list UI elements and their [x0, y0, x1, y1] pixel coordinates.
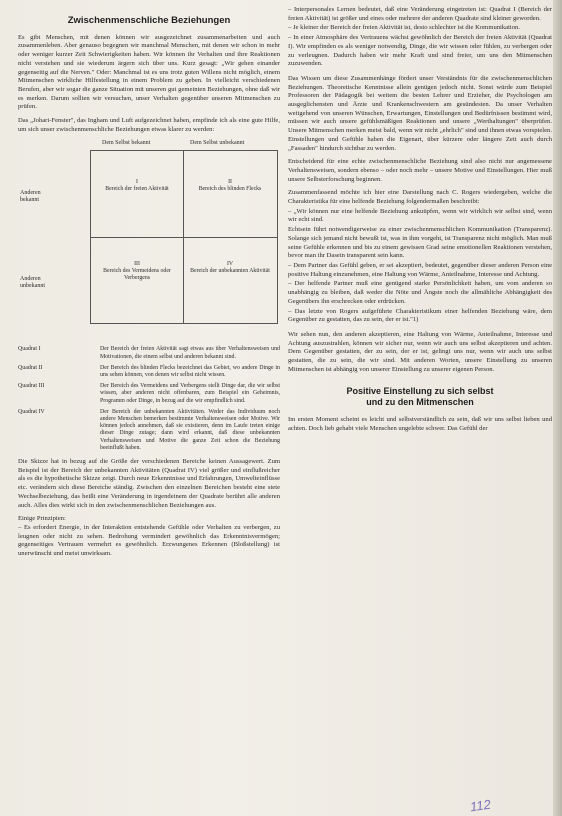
quadrant-1-text: Bereich der freien Aktivität	[105, 186, 169, 193]
col-header-unknown: Dem Selbst unbekannt	[190, 140, 245, 147]
rogers-item: – Das letzte von Rogers aufgeführte Charakteristikum einer helfenden Beziehung wäre, dem Gegenüber zu gestatten, das zu sein, der er ist."1)	[288, 307, 552, 324]
quadrant-3-cell	[91, 261, 183, 282]
quadrant-text: Der Bereich der freien Aktivität sagt etwas aus über Verhaltensweisen und Motivationen, die einem selbst und anderen bekannt sind.	[100, 346, 280, 360]
section-subtitle-line-2: und zu den Mitmenschen	[366, 397, 474, 408]
quadrant-text: Der Bereich des Vermeidens und Verbergens stellt Dinge dar, die wir selbst wissen, aber anderen nicht offenbaren, zum Beispiel ein Geheimnis, Programm oder Dinge, in bezug auf die wir empfindlich sind.	[100, 383, 280, 404]
quadrant-4-cell	[184, 261, 276, 275]
section-subtitle-line-1: Positive Einstellung zu sich selbst	[346, 386, 494, 397]
quadrant-1-number: I	[136, 179, 138, 186]
quadrant-4-number: IV	[226, 261, 234, 268]
quadrant-description	[18, 346, 280, 360]
rogers-item: – Dem Partner das Gefühl geben, er sei akzeptiert, bedeutet, gegenüber dieser anderen Person eine positive Haltung einzunehmen, eine Haltung von Wärme, Anteilnahme, Interesse und Achtung.	[288, 261, 552, 278]
principle-item: – Je kleiner der Bereich der freien Aktivität ist, desto schlechter ist die Kommunikation.	[288, 24, 520, 32]
quadrant-label: Quadrat III	[18, 383, 45, 390]
johari-intro-paragraph: Das „Johari-Fenster", das Ingham und Luft aufgezeichnet haben, empfinde ich als eine gute Hilfe, um sich unser zwischenmenschliche Beziehungen etwas klarer zu werden:	[18, 117, 280, 133]
rogers-intro-paragraph: Zusammenfassend möchte ich hier eine Darstellung nach C. Rogers wiedergeben, welche die Charakteristika für eine helfende Beziehung folgendermaßen beschreibt:	[288, 189, 552, 206]
quadrant-description	[18, 409, 280, 452]
quadrant-label: Quadrat II	[18, 364, 43, 371]
row-label-known: Anderen bekannt	[20, 190, 41, 204]
quadrant-2-number: II	[228, 179, 232, 186]
motives-paragraph: Entscheidend für eine echte zwischenmenschliche Beziehung sind also nicht nur angemessene Verhaltensweisen, sondern ebenso – oder noch mehr – unsere Motive und Einstellungen. Hier muß unsere Selbsterforschung beginnen.	[288, 158, 552, 183]
quadrant-description	[18, 383, 280, 405]
principles-heading: Einige Prinzipien:	[18, 515, 66, 523]
col-header-known: Dem Selbst bekannt	[102, 140, 151, 147]
knowledge-paragraph: Das Wissen um diese Zusammenhänge fördert unser Verständnis für die zwischenmenschlichen Beziehungen. Theoretische Kenntnisse allein genügen jedoch nicht. Sonst würde zum Beispiel Professoren der Pädagogik bei weitem die besten Lehrer und Erzieher, die Psychologen am ausgeglichensten und Ärzte und Krankenschwestern am gesündesten. Da unser Verhalten weitgehend von unseren Wünschen, Erwartungen, Einstellungen und Bedürfnissen bestimmt wird, müssen wir auch unsere gefühlsmäßigen Reaktionen und unsere „Werthaltungen" überprüfen. Unsere Mitmenschen merken meist bald, wenn wir nicht „ehrlich" sind und ihnen etwas vorspielen. Einstellungen und Gefühle haben die Eigenart, über kürzere oder längere Zeit auch durch „Fassaden" hindurch sichtbar zu werden.	[288, 74, 552, 152]
row-label-unknown: Anderen unbekannt	[20, 276, 45, 290]
quadrant-3-number: III	[134, 261, 140, 268]
quadrant-text: Der Bereich des blinden Flecks bezeichnet das Gebiet, wo andere Dinge in uns sehen können, von denen wir selbst nicht wissen.	[100, 364, 280, 379]
quadrant-3-text: Bereich des Vermeidens oder Verbergens	[103, 268, 171, 282]
principle-item: – Interpersonales Lernen bedeutet, daß eine Veränderung eingetreten ist: Quadrat I (Bereich der freien Aktivität) ist größer und eines oder mehrere der anderen Quadrate sind kleiner geworden.	[288, 6, 552, 22]
rogers-item: Echtsein führt notwendigerweise zu einer zwischenmenschlichen Kommunikation (Transparenz). Solange sich jemand nicht bewußt ist, was in ihm vorgeht, ist Transparenz nicht möglich. Man muß seine Gefühle erkennen und bis zu einem gewissen Grad seine emotionellen Reaktionen verstehen, bevor man ihr Dasein transparent sein kann.	[288, 226, 552, 260]
quadrant-2-text: Bereich des blinden Flecks	[198, 186, 262, 193]
johari-grid	[90, 150, 278, 324]
grid-horizontal-divider	[91, 237, 277, 238]
section-subtitle	[288, 386, 552, 408]
handwritten-page-number: 112	[469, 796, 492, 815]
principles-continued-list	[288, 6, 552, 69]
quadrant-label: Quadrat IV	[18, 408, 45, 415]
intro-paragraph: Es gibt Menschen, mit denen können wir ausgezeichnet zusammenarbeiten und auch zusammenleben. Aber genauso begegnen wir manchmal Menschen, mit denen wir schon in mehr oder weniger kurzer Zeit Schwierigkeiten haben. Wir können ihr Verhalten und ihre Reaktionen nicht verstehen und sie wiederum ärgern sich über uns. Kurz gesagt: „Wir gehen einander gegenseitig auf die Nerven." Oder: Manchmal ist es uns trotz guten Willens nicht möglich, einem Mitmenschen wirkliche Hilfestellung in einem Problem zu geben. In vielleicht verschiedenen Berufen, aber wir sogar die ganze Situation mit unseren gut gemeinten Beziehungen, ohne daß wir es merken. Darum sollten wir versuchen, unser Verhalten gegenüber unseren Mitmenschen zu prüfen.	[18, 33, 280, 111]
rogers-item: – „Wir können nur eine helfende Beziehung ankuüpfen, wenn wir wirklich wir selbst sind, wenn wir echt sind.	[288, 207, 552, 224]
rogers-characteristics-list	[288, 208, 552, 325]
sketch-paragraph: Die Skizze hat in bezug auf die Größe der verschiedenen Bereiche keinen Aussagewert. Zum Beispiel ist der Bereich der unbekannten Aktivitäten (Quadrat IV) viel größer und einflußreicher als es die hypothetische Skizze zeigt. Durch neue Erkenntnisse und Erfahrungen, Umwelteinflüsse etc. verändern sich diese Bereiche ständig. Zwischen den einzelnen Bereichen besteht eine stete Wechselbeziehung, das heißt eine Veränderung in irgendeinem der Quadrate berührt alle anderen auch. Alles dies wirkt sich in den zwischenmenschlichen Beziehungen aus.	[18, 458, 280, 509]
quadrant-description	[18, 365, 280, 379]
quadrant-text: Der Bereich der unbekannten Aktivitäten. Weder das Individuum noch andere Menschen bemerken bestimmte Verhaltensweisen oder Motive. Wir können jedoch annehmen, daß sie existieren, denn im Laufe treten einige dieser Dinge zutage; dann wird erkannt, daß diese unbekannten Verhaltensweisen und Motive die ganze Zeit schon die Beziehung beeinflußt haben.	[100, 408, 280, 451]
acceptance-paragraph: Wir sehen nun, den anderen akzeptieren, eine Haltung von Wärme, Anteilnahme, Interesse und Achtung auszustrahlen, können wir sicher nur, wenn wir auch uns selbst akzeptieren und achten. Dem Gegenüber gestatten, der zu sein, der er ist, gelingt uns nur, wenn wir auch uns selbst gestatten, die zu sein, die wir sind. Mit anderen Worten, unsere Einstellung zu unseren Mitmenschen ist abhängig von unserer Einstellung zu unserer eigenen Person.	[288, 330, 552, 373]
quadrant-1-cell	[91, 179, 183, 193]
closing-paragraph: Im ersten Moment scheint es leicht und selbstverständlich zu sein, daß wir uns selbst lieben und achten. Doch lieb gehabt viele Menschen ungelebte schwer. Das Gefühl der	[288, 416, 552, 433]
right-column	[288, 6, 552, 439]
rogers-item: – Der helfende Partner muß eine genügend starke Persönlichkeit haben, um vom anderen so unabhängig zu bleiben, daß weder die Nöte und Ängste noch die allmähliche Abhängigkeit des Gegenübers ihn erschrecken oder erdrücken.	[288, 280, 552, 305]
quadrant-label: Quadrat I	[18, 346, 41, 353]
quadrant-4-text: Bereich der unbekannten Aktivität	[190, 268, 270, 275]
quadrant-2-cell	[184, 179, 276, 193]
page-spine	[553, 0, 562, 816]
johari-window-diagram	[20, 140, 278, 340]
principle-item: – Es erfordert Energie, in der Interaktion entstehende Gefühle oder Verhalten zu verbergen, zu leugnen oder nicht zu sehen. Bedrohung vermindert gewöhnlich das Erkenntnisvermögen; gegenseitiges Vertrauen vermehrt es gewöhnlich. Erzwungenes Erkennen (Bloßstellung) ist unerwünscht und meist unwirksam.	[18, 524, 280, 558]
left-column	[18, 0, 280, 564]
principle-item: – In einer Atmosphäre des Vertrauens wächst gewöhnlich der Bereich der freien Aktivität (Quadrat I). Wir empfinden es als weniger notwendig, Dinge, die wir wissen oder fühlen, zu verbergen oder zu verleugnen. Dadurch haben wir mehr Kraft und sind freier, um uns den Mitmenschen zuzuwenden.	[288, 34, 552, 68]
article-title: Zwischenmenschliche Beziehungen	[67, 15, 231, 26]
